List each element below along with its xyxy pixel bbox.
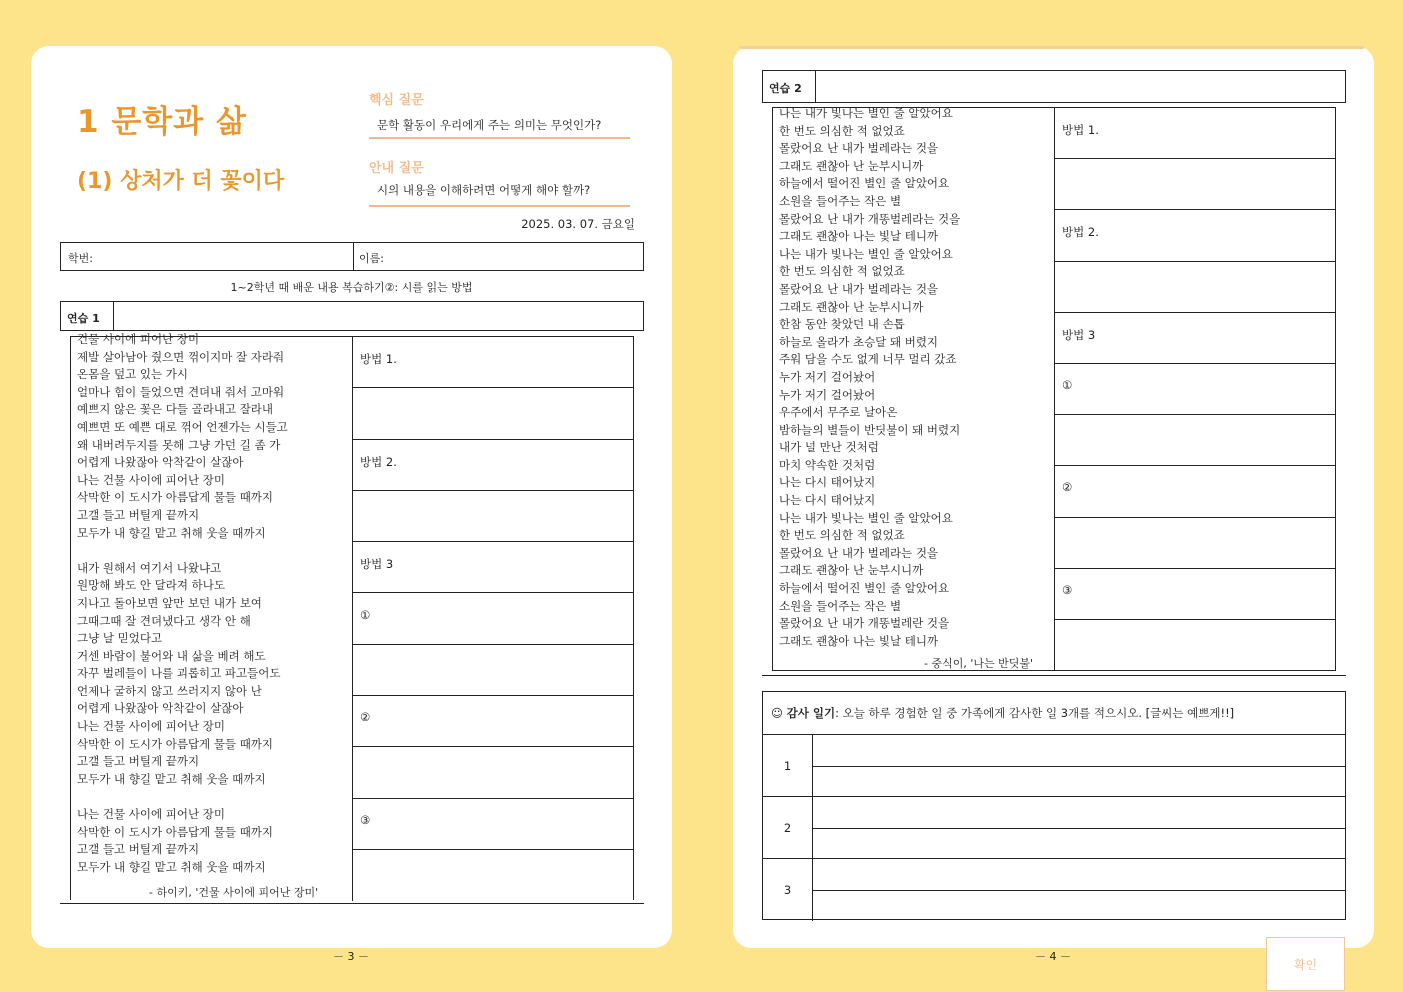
answer-cell[interactable]: 방법 3 [1055,313,1336,364]
gratitude-rows [763,735,1345,921]
page-number-4: － 4 － [1035,950,1071,963]
date: 2025. 03. 07. 금요일 [521,217,635,231]
answer-cell[interactable] [353,850,634,901]
gratitude-title [763,692,1345,735]
answer-cell[interactable]: ② [353,696,634,747]
student-id-field[interactable]: 학번: [68,252,93,265]
gratitude-write-line[interactable] [813,766,1345,767]
exercise-1-header [60,301,644,331]
gratitude-row [763,859,1345,921]
answer-cell[interactable] [1055,262,1336,313]
answer-cell[interactable] [1055,415,1336,466]
answer-cell[interactable]: ① [353,594,634,645]
answer-cell[interactable] [353,747,634,798]
top-rule [739,46,1364,49]
sub-title: (1) 상처가 더 꽃이다 [77,169,285,194]
answer-cell[interactable]: 방법 2. [1055,210,1336,261]
gratitude-title-bold: 감사 일기 [786,706,836,720]
exercise-2-content [772,107,1336,671]
answer-grid-2 [1054,108,1336,671]
student-info-divider [353,243,354,270]
core-question-underline [369,137,630,139]
answer-cell[interactable]: 방법 3 [353,542,634,593]
gratitude-title-text: : 오늘 하루 경험한 일 중 가족에게 감사한 일 3개를 적으시오. [글씨는 예쁘게!!] [835,706,1235,720]
review-title: 1~2학년 때 배운 내용 복습하기②: 시를 읽는 방법 [230,281,473,294]
exercise-1-divider [113,302,114,330]
answer-cell[interactable] [353,388,634,439]
answer-cell[interactable]: ② [1055,466,1336,517]
poem-2: 나는 내가 빛나는 별인 줄 알았어요 한 번도 의심한 적 없었죠 몰랐어요 난 내가 벌레라는 것을 그래도 괜찮아 난 눈부시니까 하늘에서 떨어진 별인 줄 알았어요 소원을 들어주는 작은 별 몰랐어요 난 내가 개똥벌레라는 것을 그래도 괜찮아 나는 빛날 테니까 나는 내가 빛나는 별인 줄 알았어요 한 번도 의심한 적 없었죠 몰랐어요 난 내가 벌레라는 것을 그래도 괜찮아 난 눈부시니까 한참 동안 찾았던 내 손톱 하늘로 올라가 초승달 돼 버렸지 주워 담을 수도 없게 너무 멀리 갔죠 누가 저기 걸어놨어 누가 저기 걸어놨어 우주에서 무주로 날아온 밤하늘의 별들이 반딧불이 돼 버렸지 내가 널 만난 것처럼 마치 약속한 것처럼 나는 다시 태어났지 나는 다시 태어났지 나는 내가 빛나는 별인 줄 알았어요 한 번도 의심한 적 없었죠 몰랐어요 난 내가 벌레라는 것을 그래도 괜찮아 난 눈부시니까 하늘에서 떨어진 별인 줄 알았어요 소원을 들어주는 작은 별 몰랐어요 난 내가 개똥벌레란 것을 그래도 괜찮아 나는 빛날 테니까 [779,106,961,648]
poem-1: 건물 사이에 피어난 장미 제발 살아남아 줬으면 꺾이지마 잘 자라줘 온몸을 덮고 있는 가시 얼마나 힘이 들었으면 견뎌내 줘서 고마워 예쁘지 않은 꽃은 다들 골라내고 잘라내 예쁘면 또 예쁜 대로 꺾어 언젠가는 시들고 왜 내버려두지를 못해 그냥 가던 길 좀 가 어렵게 나왔잖아 악착같이 살잖아 나는 건물 사이에 피어난 장미 삭막한 이 도시가 아름답게 물들 때까지 고갤 들고 버틸게 끝까지 모두가 내 향길 맡고 취해 웃을 때까지 내가 원해서 여기서 나왔냐고 원망해 봐도 안 달라져 하나도 지나고 돌아보면 앞만 보던 내가 보여 그때그때 잘 견뎌냈다고 생각 안 해 그냥 날 믿었다고 거센 바람이 불어와 내 삶을 베려 해도 자꾸 벌레들이 나를 괴롭히고 파고들어도 언제나 굴하지 않고 쓰러지지 않아 난 어렵게 나왔잖아 악착같이 살잖아 나는 건물 사이에 피어난 장미 삭막한 이 도시가 아름답게 물들 때까지 고갤 들고 버틸게 끝까지 모두가 내 향길 맡고 취해 웃을 때까지 나는 건물 사이에 피어난 장미 삭막한 이 도시가 아름답게 물들 때까지 고갤 들고 버틸게 끝까지 모두가 내 향길 맡고 취해 웃을 때까지 [77,332,288,874]
name-field[interactable]: 이름: [359,252,384,265]
gratitude-row-number: 2 [763,797,813,858]
smile-icon: ☺ [771,706,783,720]
answer-cell[interactable]: 방법 1. [1055,108,1336,159]
guide-question: 시의 내용을 이해하려면 어떻게 해야 할까? [377,183,591,197]
answer-cell[interactable] [353,645,634,696]
core-question-label: 핵심 질문 [369,93,424,108]
gratitude-diary [762,691,1346,920]
answer-cell[interactable] [1055,620,1336,671]
answer-cell[interactable] [1055,518,1336,569]
core-question: 문학 활동이 우리에게 주는 의미는 무엇인가? [377,118,602,132]
gratitude-row [763,735,1345,797]
page-number-3: － 3 － [333,950,369,963]
right-page [733,46,1374,948]
answer-grid-1 [352,337,634,901]
poem-1-source: - 하이키, '건물 사이에 피어난 장미' [149,886,319,899]
gratitude-row-number: 1 [763,735,813,796]
unit-title: 1 문학과 삶 [77,104,247,140]
exercise-2-bottom-line [762,675,1346,676]
guide-question-underline [369,205,630,207]
answer-cell[interactable]: ③ [353,799,634,850]
poem-2-source: - 중식이, '나는 반딧불' [924,657,1034,670]
exercise-1-bottom-line [60,903,644,904]
exercise-2-divider [815,71,816,102]
student-info-box [60,242,644,271]
gratitude-write-line[interactable] [813,828,1345,829]
confirm-button[interactable]: 확인 [1266,937,1345,991]
gratitude-write-line[interactable] [813,890,1345,891]
answer-cell[interactable]: 방법 2. [353,440,634,491]
answer-cell[interactable]: ① [1055,364,1336,415]
exercise-2-header [762,70,1346,103]
exercise-2-label: 연습 2 [769,82,802,95]
gratitude-row-number: 3 [763,859,813,921]
answer-cell[interactable]: 방법 1. [353,337,634,388]
exercise-1-content [70,332,634,900]
exercise-1-label: 연습 1 [67,312,100,325]
answer-cell[interactable] [1055,159,1336,210]
answer-cell[interactable] [353,491,634,542]
gratitude-row [763,797,1345,859]
left-page [31,46,672,948]
answer-cell[interactable]: ③ [1055,569,1336,620]
guide-question-label: 안내 질문 [369,161,424,176]
